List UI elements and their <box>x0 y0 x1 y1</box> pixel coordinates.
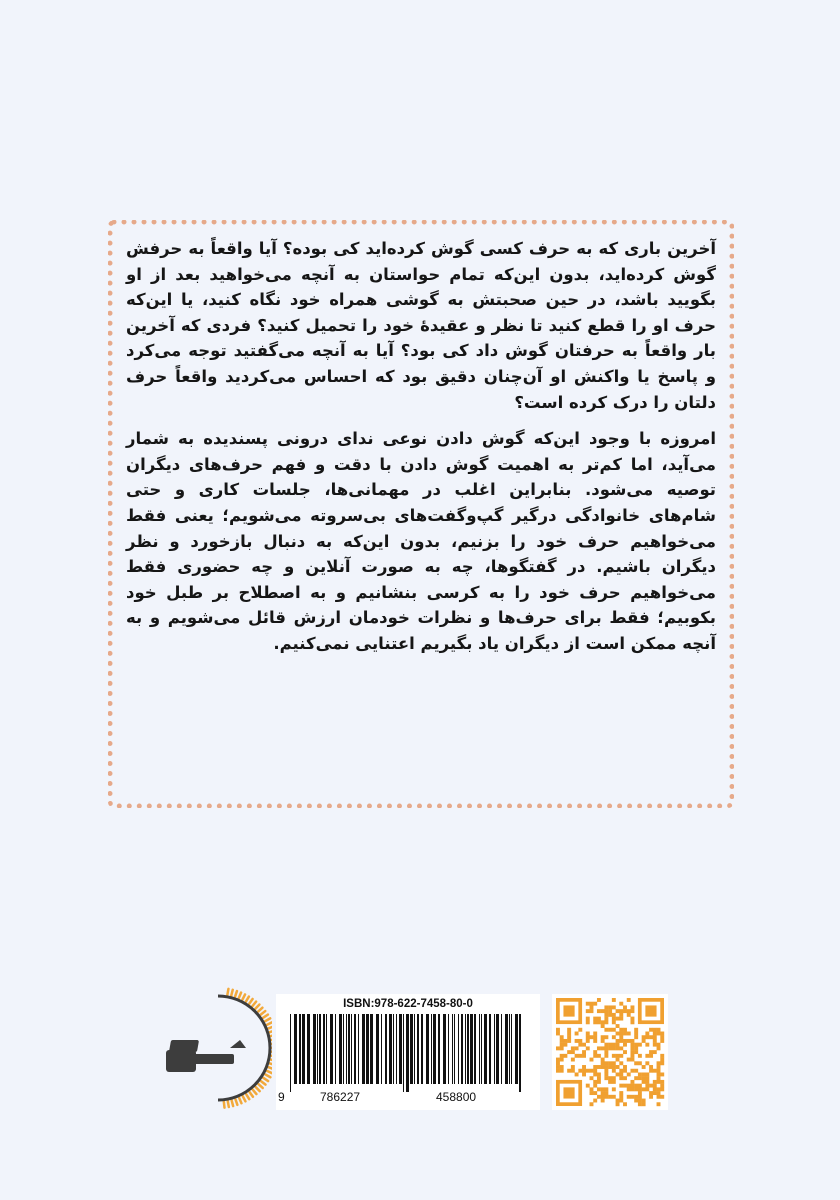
barcode-digit-prefix: 9 <box>278 1090 285 1104</box>
publisher-logo <box>160 978 272 1118</box>
logo-block-icon <box>190 1054 234 1064</box>
paragraph-2: امروزه با وجود این‌که گوش دادن نوعی ندای درونی پسندیده به شمار می‌آید، اما کم‌تر به اهمیت گوش دادن با دقت و فهم حرف‌های دیگران توصیه می‌شود. بنابراین اغلب در مهمانی‌ها، جلسات کاری و حتی شام‌های خانوادگی درگیر گپ‌وگفت‌های بی‌سروته می‌شویم؛ یعنی فقط می‌خواهیم حرف خود را بزنیم، بدون این‌که به دنبال بازخورد و نظر دیگران باشیم. در گفتگوها، چه به صورت آنلاین و چه حضوری فقط می‌خواهیم حرف خود را به کرسی بنشانیم و به اصطلاح بر طبل خود بکوبیم؛ فقط برای حرف‌ها و نظرات خودمان ارزش قائل می‌شویم و به آنچه ممکن است از دیگران یاد بگیریم اعتنایی نمی‌کنیم. <box>126 429 716 653</box>
qr-code-icon <box>552 994 668 1110</box>
back-cover-text <box>126 236 716 668</box>
paragraph-1: آخرین باری که به حرف کسی گوش کرده‌اید کی بوده؟ آیا واقعاً به حرفش گوش کرده‌اید، بدون این‌که تمام حواستان به آنچه می‌خواهید بعد از او بگویید باشد، در حین صحبتش به گوشی همراه خود نگاه کنید، یا این‌که حرف او را قطع کنید تا نظر و عقیدهٔ خود را تحمیل کنید؟ فردی که آخرین بار واقعاً به حرفتان گوش داد کی بود؟ آیا به آنچه می‌گفتید توجه می‌کرد و پاسخ یا واکنش او آن‌چنان دقیق بود که احساس می‌کردید واقعاً حرف دلتان را درک کرده است؟ <box>126 239 716 412</box>
barcode <box>276 994 540 1110</box>
isbn-label: ISBN:978-622-7458-80-0 <box>343 998 473 1010</box>
qr-code <box>552 994 668 1110</box>
barcode-digits-left: 786227 <box>320 1090 361 1104</box>
logo-arrow-icon <box>230 1040 246 1048</box>
barcode-bars-icon <box>290 1014 526 1092</box>
barcode-digits-right: 458800 <box>436 1090 477 1104</box>
